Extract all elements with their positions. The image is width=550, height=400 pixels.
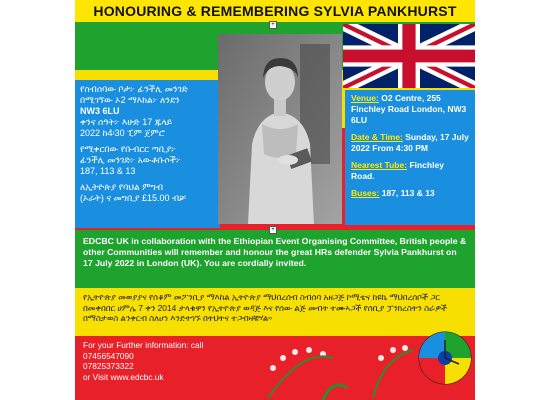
venue-amharic-postcode: NW3 6LU bbox=[80, 106, 120, 116]
date-amharic-line2: 2022 ከ4፡30 ፒም ጀምሮ bbox=[80, 128, 165, 138]
fee-amharic-line2: (ኦራት) ና መግቢያ £15.00 ብቻ bbox=[80, 193, 186, 203]
poster-title: HONOURING & REMEMBERING SYLVIA PANKHURST bbox=[75, 0, 475, 22]
corner-marker-icon: + bbox=[269, 226, 277, 234]
venue-amharic-line2: በሚገኘው ኦ2 ማእከል፦ ለንደን bbox=[80, 95, 180, 105]
buses-label: Buses: bbox=[351, 188, 380, 198]
fee-amharic-line1: ለኢትዮጵያ የባህል ምግብ bbox=[80, 182, 163, 192]
event-poster bbox=[75, 0, 475, 400]
venue-label: Venue: bbox=[351, 93, 379, 103]
date-time-label: Date & Time: bbox=[351, 132, 403, 142]
ethiopian-emblem-icon bbox=[417, 330, 473, 386]
buses-value: 187, 113 & 13 bbox=[381, 188, 435, 198]
date-amharic-label: ቀንና ሰዓት፦ እሁድ 17 ጁላይ bbox=[80, 117, 173, 127]
contact-further-info-label: For your Further information: call bbox=[83, 340, 204, 350]
amharic-invitation-text: የኢትዮጵያ መወያያና የሰቆም መፖንቢያ ማእከል ኢትዮጵያ ማህበረሰብ ስብሰባ አዘጋጅ ኮሚቴና ከዩኬ ማህበረሰቦች ጋር በመቀበበር ሀምሌ 7 ቀን 2014 ታላቁዋን የኢትዮጵያ ወዳጅ እና የሰው ልጅ መብት ተሙኣጋች የሰቢያ ፓንክረስትን ስራዎች በማስታወስ ልንቀርብ ስለሆነ እንድትገኙ በትህትና ተጋብዛቹሃል። bbox=[75, 288, 475, 336]
transport-amharic-label: የሚቀርበው የቡብርር ጣቢያ፦ bbox=[80, 144, 177, 154]
date-time-value: Sunday, 17 July 2022 From 4:30 PM bbox=[351, 132, 469, 153]
contact-phone-2: 07825373322 bbox=[83, 361, 134, 371]
venue-amharic-label: የስብሰባው ቦታ፦ ፊንችሊ መንገድ bbox=[80, 84, 188, 94]
contact-website: or Visit www.edcbc.uk bbox=[83, 371, 164, 382]
english-invitation-text: EDCBC UK in collaboration with the Ethiopian Event Organising Committee, British people & other Communities will remember and honour the great HRs defender Sylvia Pankhurst on 17 July 2022 in London (UK). You are cordially invited. bbox=[75, 230, 475, 288]
contact-phone-1: 07456547090 bbox=[83, 350, 134, 361]
amharic-info-panel bbox=[75, 80, 220, 228]
english-info-panel bbox=[345, 90, 475, 225]
corner-marker-icon: + bbox=[269, 21, 277, 29]
transport-amharic-line2: ፊንችሊ መንገድ፦ አውቶቡሶች፦ bbox=[80, 155, 181, 165]
venue-value: O2 Centre, 255 Finchley Road London, NW3 6LU bbox=[351, 93, 467, 125]
decorative-flowers-icon bbox=[263, 328, 423, 400]
nearest-tube-value: Finchley Road. bbox=[351, 160, 444, 181]
portrait-photo bbox=[218, 34, 342, 224]
buses-amharic: 187, 113 & 13 bbox=[80, 166, 136, 176]
nearest-tube-label: Nearest Tube: bbox=[351, 160, 408, 170]
union-jack-flag-icon bbox=[343, 24, 475, 88]
